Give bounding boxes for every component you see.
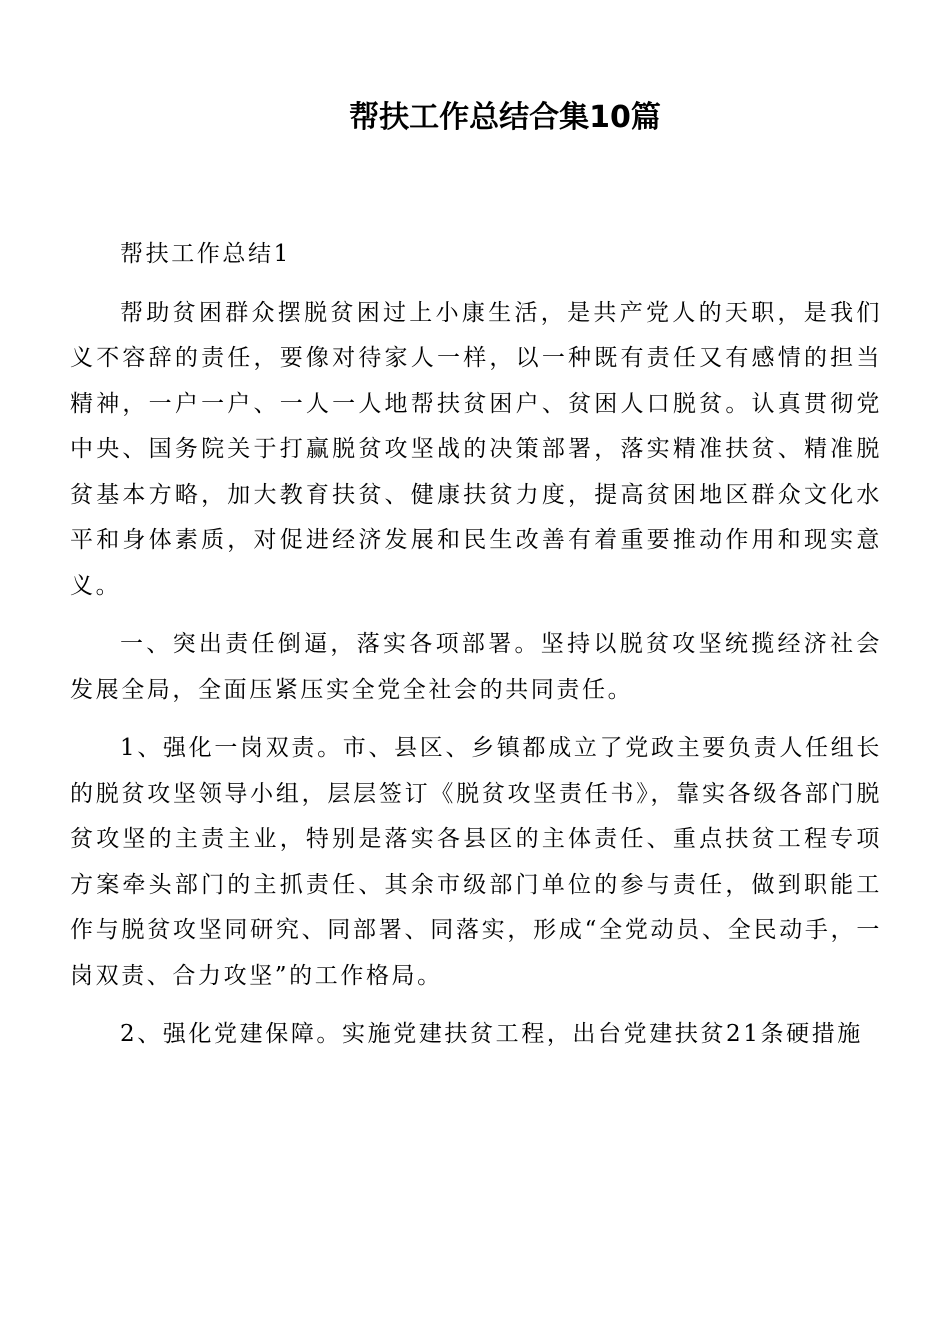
paragraph-item-1: 1、强化一岗双责。市、县区、乡镇都成立了党政主要负责人任组长的脱贫攻坚领导小组，层层签订《脱贫攻坚责任书》，靠实各级各部门脱贫攻坚的主责主业，特别是落实各县区的主体责任、重点扶贫工程专项方案牵头部门的主抓责任、其余市级部门单位的参与责任，做到职能工作与脱贫攻坚同研究、同部署、同落实，形成“全党动员、全民动手，一岗双责、合力攻坚”的工作格局。	[70, 735, 882, 989]
section-heading: 帮扶工作总结1	[120, 241, 291, 267]
document-body	[70, 232, 882, 1071]
document-title: 帮扶工作总结合集10篇	[349, 100, 661, 135]
paragraph-part-one: 一、突出责任倒逼，落实各项部署。坚持以脱贫攻坚统揽经济社会发展全局，全面压紧压实全党全社会的共同责任。	[70, 631, 882, 703]
paragraph-intro: 帮助贫困群众摆脱贫困过上小康生活，是共产党人的天职，是我们义不容辞的责任，要像对待家人一样，以一种既有责任又有感情的担当精神，一户一户、一人一人地帮扶贫困户、贫困人口脱贫。认真贯彻党中央、国务院关于打赢脱贫攻坚战的决策部署，落实精准扶贫、精准脱贫基本方略，加大教育扶贫、健康扶贫力度，提高贫困地区群众文化水平和身体素质，对促进经济发展和民生改善有着重要推动作用和现实意义。	[70, 299, 882, 599]
paragraph-item-2: 2、强化党建保障。实施党建扶贫工程，出台党建扶贫21条硬措施	[120, 1021, 863, 1047]
